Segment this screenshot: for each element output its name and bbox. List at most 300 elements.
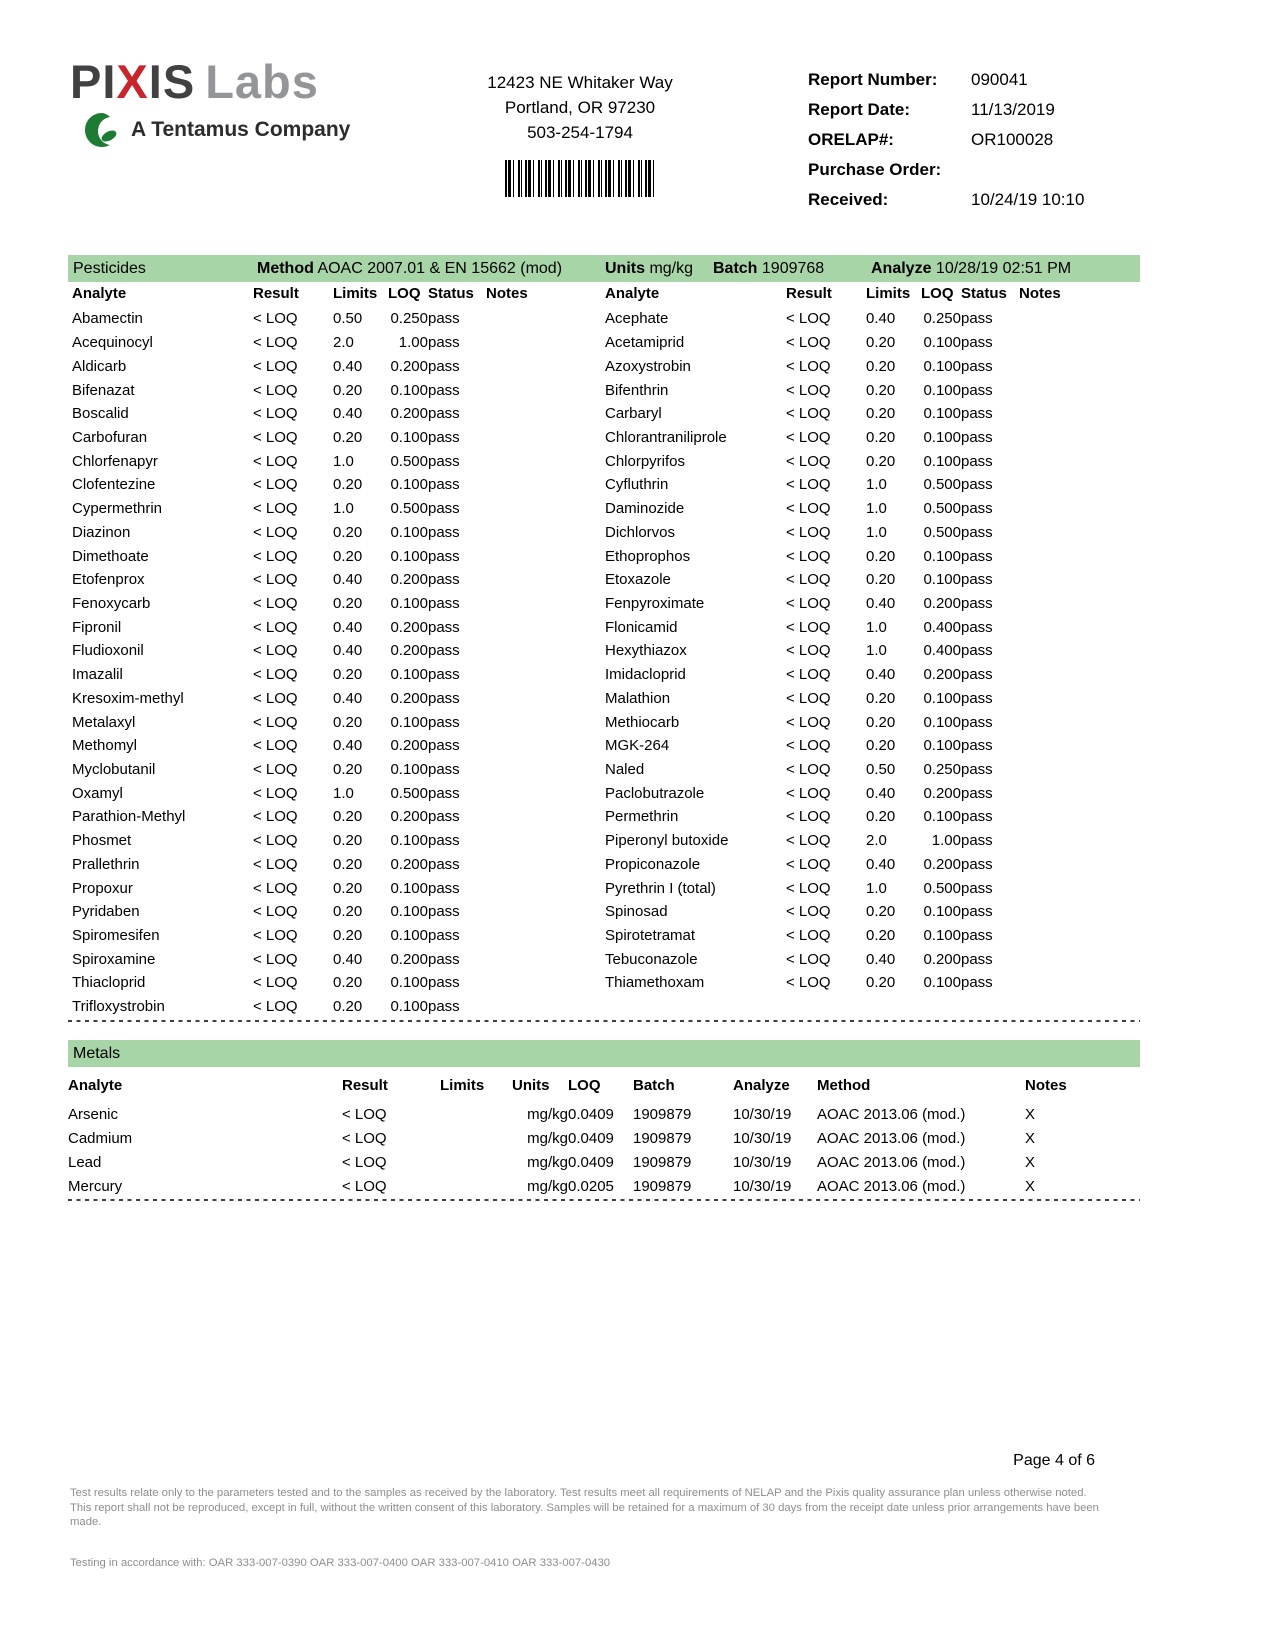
- limits-cell: 1.0: [333, 452, 354, 470]
- metals-section-title: Metals: [73, 1045, 121, 1062]
- analyte-row-spinosad: [601, 900, 1106, 924]
- limits-cell: 0.20: [333, 998, 363, 1016]
- notes-cell: [486, 497, 573, 521]
- status-cell: pass: [961, 334, 993, 352]
- loq-cell: 0.500: [390, 452, 428, 470]
- limits-cell: [440, 1126, 512, 1150]
- result-cell: < LOQ: [342, 1177, 387, 1195]
- analyte-cell: Fipronil: [72, 618, 122, 636]
- status-cell: pass: [428, 357, 460, 375]
- notes-cell: [1019, 710, 1106, 734]
- notes-cell: X: [1025, 1153, 1036, 1171]
- loq-cell: 0.500: [923, 476, 961, 494]
- status-cell: pass: [428, 903, 460, 921]
- limits-cell: 0.20: [333, 547, 363, 565]
- analyte-cell: Parathion-Methyl: [72, 808, 186, 826]
- analyte-row-pyrethrin-i-total: [601, 876, 1106, 900]
- analyte-row-bifenthrin: [601, 378, 1106, 402]
- limits-cell: 0.40: [866, 784, 896, 802]
- result-cell: < LOQ: [253, 879, 298, 897]
- limits-cell: 0.20: [866, 571, 896, 589]
- analyte-cell: Imazalil: [72, 666, 123, 684]
- limits-cell: 0.20: [333, 381, 363, 399]
- result-cell: < LOQ: [786, 594, 831, 612]
- status-cell: pass: [428, 737, 460, 755]
- status-cell: pass: [428, 689, 460, 707]
- status-cell: pass: [961, 452, 993, 470]
- analyte-row-prallethrin: [68, 853, 573, 877]
- status-cell: pass: [428, 879, 460, 897]
- pesticides-section-banner: [68, 255, 1140, 282]
- col-header-units: Units: [512, 1076, 550, 1094]
- status-cell: pass: [428, 547, 460, 565]
- status-cell: pass: [428, 927, 460, 945]
- analyte-row-etoxazole: [601, 568, 1106, 592]
- notes-cell: [486, 663, 573, 687]
- analyte-cell: Abamectin: [72, 310, 143, 328]
- meta-value: OR100028: [971, 130, 1054, 149]
- status-cell: pass: [428, 310, 460, 328]
- loq-cell: 0.100: [923, 405, 961, 423]
- result-cell: < LOQ: [253, 642, 298, 660]
- analyte-row-permethrin: [601, 805, 1106, 829]
- loq-cell: 0.100: [390, 879, 428, 897]
- result-cell: < LOQ: [253, 381, 298, 399]
- limits-cell: 1.0: [866, 618, 887, 636]
- analyte-row-piperonyl-butoxide: [601, 829, 1106, 853]
- method-cell: AOAC 2013.06 (mod.): [817, 1129, 966, 1147]
- status-cell: pass: [428, 428, 460, 446]
- limits-cell: 0.20: [333, 855, 363, 873]
- loq-cell: 0.100: [390, 428, 428, 446]
- loq-cell: 0.100: [390, 832, 428, 850]
- limits-cell: [440, 1150, 512, 1174]
- notes-cell: [1019, 758, 1106, 782]
- banner-analyze-value: 10/28/19 02:51 PM: [935, 260, 1072, 277]
- meta-row-report-date: [808, 100, 1084, 130]
- result-cell: < LOQ: [253, 523, 298, 541]
- logo-text-x: X: [116, 55, 149, 108]
- loq-cell: 0.100: [923, 452, 961, 470]
- result-cell: < LOQ: [786, 571, 831, 589]
- result-cell: < LOQ: [253, 855, 298, 873]
- notes-cell: [1019, 900, 1106, 924]
- analyte-row-imazalil: [68, 663, 573, 687]
- metals-section-banner: [68, 1040, 1140, 1067]
- status-cell: pass: [961, 642, 993, 660]
- analyte-cell: Acephate: [605, 310, 669, 328]
- loq-cell: 0.0409: [568, 1105, 614, 1123]
- analyte-cell: Ethoprophos: [605, 547, 691, 565]
- loq-cell: 0.100: [923, 974, 961, 992]
- analyte-cell: Mercury: [68, 1177, 123, 1195]
- result-cell: < LOQ: [786, 689, 831, 707]
- analyte-cell: Naled: [605, 761, 645, 779]
- status-cell: pass: [428, 452, 460, 470]
- analyte-cell: Oxamyl: [72, 784, 123, 802]
- notes-cell: [1019, 544, 1106, 568]
- logo-text-labs: Labs: [205, 55, 319, 108]
- limits-cell: 0.20: [333, 523, 363, 541]
- notes-cell: [486, 402, 573, 426]
- col-header-notes: Notes: [486, 285, 528, 302]
- loq-cell: 0.250: [923, 761, 961, 779]
- status-cell: pass: [961, 310, 993, 328]
- notes-cell: [486, 710, 573, 734]
- notes-cell: [486, 971, 573, 995]
- result-cell: < LOQ: [253, 594, 298, 612]
- result-cell: < LOQ: [342, 1105, 387, 1123]
- col-header-loq: LOQ: [568, 1076, 601, 1094]
- units-cell: mg/kg: [527, 1105, 568, 1123]
- loq-cell: 0.200: [923, 855, 961, 873]
- analyte-row-carbofuran: [68, 426, 573, 450]
- status-cell: pass: [961, 713, 993, 731]
- col-header-status: Status: [428, 285, 474, 302]
- result-cell: < LOQ: [253, 571, 298, 589]
- limits-cell: 0.20: [866, 689, 896, 707]
- result-cell: < LOQ: [786, 761, 831, 779]
- banner-batch-label: Batch: [713, 260, 758, 277]
- analyte-row-paclobutrazole: [601, 781, 1106, 805]
- tentamus-leaf-icon: [82, 110, 122, 150]
- analyte-cell: Fenoxycarb: [72, 594, 151, 612]
- limits-cell: 0.40: [866, 855, 896, 873]
- limits-cell: 0.20: [866, 357, 896, 375]
- notes-cell: [486, 758, 573, 782]
- notes-cell: [486, 568, 573, 592]
- status-cell: pass: [428, 950, 460, 968]
- address-line: 503-254-1794: [527, 123, 633, 142]
- result-cell: < LOQ: [253, 903, 298, 921]
- barcode-image: [505, 160, 655, 197]
- loq-cell: 0.200: [923, 784, 961, 802]
- limits-cell: 0.20: [866, 547, 896, 565]
- notes-cell: [1019, 426, 1106, 450]
- limits-cell: 0.40: [333, 618, 363, 636]
- result-cell: < LOQ: [253, 713, 298, 731]
- limits-cell: 0.50: [333, 310, 363, 328]
- limits-cell: 0.20: [333, 974, 363, 992]
- loq-cell: 0.200: [390, 689, 428, 707]
- notes-cell: [1019, 378, 1106, 402]
- result-cell: < LOQ: [786, 713, 831, 731]
- analyte-row-abamectin: [68, 307, 573, 331]
- result-cell: < LOQ: [786, 452, 831, 470]
- col-header-analyte: Analyte: [68, 1076, 123, 1094]
- analyte-cell: Thiamethoxam: [605, 974, 705, 992]
- notes-cell: [486, 947, 573, 971]
- notes-cell: [1019, 971, 1106, 995]
- analyte-cell: Phosmet: [72, 832, 132, 850]
- result-cell: < LOQ: [786, 737, 831, 755]
- status-cell: pass: [961, 808, 993, 826]
- analyte-row-fludioxonil: [68, 639, 573, 663]
- notes-cell: [486, 378, 573, 402]
- notes-cell: [486, 876, 573, 900]
- limits-cell: 0.40: [333, 571, 363, 589]
- loq-cell: 0.100: [390, 998, 428, 1016]
- status-cell: pass: [961, 903, 993, 921]
- notes-cell: [1019, 520, 1106, 544]
- result-cell: < LOQ: [253, 927, 298, 945]
- loq-cell: 0.200: [390, 405, 428, 423]
- limits-cell: 1.0: [866, 879, 887, 897]
- analyte-cell: Boscalid: [72, 405, 129, 423]
- result-cell: < LOQ: [253, 950, 298, 968]
- result-cell: < LOQ: [253, 737, 298, 755]
- result-cell: < LOQ: [786, 642, 831, 660]
- notes-cell: [1019, 781, 1106, 805]
- loq-cell: 0.200: [390, 357, 428, 375]
- loq-cell: 0.100: [390, 594, 428, 612]
- loq-cell: 0.200: [390, 855, 428, 873]
- loq-cell: 0.100: [390, 476, 428, 494]
- loq-cell: 0.200: [923, 594, 961, 612]
- notes-cell: [486, 853, 573, 877]
- limits-cell: [440, 1102, 512, 1126]
- result-cell: < LOQ: [786, 950, 831, 968]
- limits-cell: 2.0: [333, 334, 354, 352]
- banner-batch: [713, 255, 824, 282]
- status-cell: pass: [428, 761, 460, 779]
- testing-accordance-text: Testing in accordance with: OAR 333-007-0390 OAR 333-007-0400 OAR 333-007-0410 OAR 333-007-0430: [70, 1557, 611, 1569]
- status-cell: pass: [961, 500, 993, 518]
- loq-cell: 0.200: [390, 618, 428, 636]
- analyte-row-fenoxycarb: [68, 592, 573, 616]
- analyte-cell: Tebuconazole: [605, 950, 698, 968]
- limits-cell: 0.20: [333, 761, 363, 779]
- analyte-row-bifenazat: [68, 378, 573, 402]
- limits-cell: 0.40: [866, 666, 896, 684]
- analyte-cell: Methiocarb: [605, 713, 680, 731]
- analyte-cell: Pyrethrin I (total): [605, 879, 716, 897]
- metals-table: [68, 1068, 1140, 1198]
- meta-row-report-number: [808, 70, 1084, 100]
- analyte-cell: Chlorpyrifos: [605, 452, 686, 470]
- result-cell: < LOQ: [253, 405, 298, 423]
- meta-value: 11/13/2019: [971, 100, 1055, 119]
- loq-cell: 0.500: [390, 784, 428, 802]
- analyte-row-chlorfenapyr: [68, 449, 573, 473]
- col-header-limits: Limits: [866, 285, 911, 302]
- result-cell: < LOQ: [786, 405, 831, 423]
- analyze-cell: 10/30/19: [733, 1105, 792, 1123]
- tagline-text: A Tentamus Company: [131, 118, 351, 141]
- notes-cell: [1019, 663, 1106, 687]
- analyte-cell: Cyfluthrin: [605, 476, 669, 494]
- status-cell: pass: [961, 855, 993, 873]
- status-cell: pass: [428, 500, 460, 518]
- notes-cell: [1019, 449, 1106, 473]
- logo-wordmark: [70, 55, 350, 108]
- status-cell: pass: [961, 974, 993, 992]
- status-cell: pass: [428, 855, 460, 873]
- analyte-row-lead: [68, 1150, 1140, 1174]
- analyte-cell: Spiromesifen: [72, 927, 160, 945]
- dashed-divider: [68, 1199, 1140, 1201]
- limits-cell: 0.40: [866, 310, 896, 328]
- pixis-labs-logo: [70, 55, 351, 150]
- notes-cell: X: [1025, 1129, 1036, 1147]
- notes-cell: [1019, 402, 1106, 426]
- notes-cell: [486, 544, 573, 568]
- metals-header-row: [68, 1068, 1140, 1102]
- analyte-row-tebuconazole: [601, 947, 1106, 971]
- notes-cell: [486, 426, 573, 450]
- analyte-row-phosmet: [68, 829, 573, 853]
- result-cell: < LOQ: [253, 334, 298, 352]
- notes-cell: [486, 592, 573, 616]
- status-cell: pass: [961, 666, 993, 684]
- analyze-cell: 10/30/19: [733, 1129, 792, 1147]
- analyte-cell: Permethrin: [605, 808, 679, 826]
- analyte-row-acephate: [601, 307, 1106, 331]
- analyte-row-thiacloprid: [68, 971, 573, 995]
- result-cell: < LOQ: [253, 547, 298, 565]
- col-header-notes: Notes: [1019, 285, 1061, 302]
- status-cell: pass: [961, 927, 993, 945]
- status-cell: pass: [961, 832, 993, 850]
- result-cell: < LOQ: [253, 998, 298, 1016]
- analyte-cell: Hexythiazox: [605, 642, 687, 660]
- result-cell: < LOQ: [253, 452, 298, 470]
- analyte-row-naled: [601, 758, 1106, 782]
- loq-cell: 0.200: [923, 666, 961, 684]
- result-cell: < LOQ: [253, 666, 298, 684]
- analyte-row-etofenprox: [68, 568, 573, 592]
- analyte-row-methiocarb: [601, 710, 1106, 734]
- notes-cell: [486, 520, 573, 544]
- limits-cell: 1.0: [866, 476, 887, 494]
- analyte-cell: Spirotetramat: [605, 927, 696, 945]
- page-number: Page 4 of 6: [1013, 1452, 1095, 1469]
- notes-cell: [486, 449, 573, 473]
- loq-cell: 0.500: [923, 523, 961, 541]
- analyte-row-propiconazole: [601, 853, 1106, 877]
- status-cell: pass: [428, 808, 460, 826]
- analyte-cell: Kresoxim-methyl: [72, 689, 184, 707]
- notes-cell: X: [1025, 1177, 1036, 1195]
- banner-units-label: Units: [605, 260, 645, 277]
- loq-cell: 0.100: [923, 571, 961, 589]
- analyte-cell: Dichlorvos: [605, 523, 676, 541]
- meta-row-purchase-order: [808, 160, 1084, 190]
- result-cell: < LOQ: [253, 500, 298, 518]
- analyte-cell: Dimethoate: [72, 547, 149, 565]
- limits-cell: 0.20: [333, 903, 363, 921]
- loq-cell: 0.100: [390, 713, 428, 731]
- lab-address-block: [430, 70, 730, 197]
- status-cell: pass: [961, 689, 993, 707]
- limits-cell: 0.40: [333, 357, 363, 375]
- analyte-row-propoxur: [68, 876, 573, 900]
- analyte-cell: Flonicamid: [605, 618, 678, 636]
- analyte-row-spiromesifen: [68, 924, 573, 948]
- result-cell: < LOQ: [786, 927, 831, 945]
- meta-value: 090041: [971, 70, 1028, 89]
- result-cell: < LOQ: [786, 784, 831, 802]
- analyte-cell: Chlorfenapyr: [72, 452, 158, 470]
- limits-cell: 0.20: [866, 713, 896, 731]
- notes-cell: [486, 900, 573, 924]
- limits-cell: 0.20: [333, 927, 363, 945]
- banner-batch-value: 1909768: [761, 260, 825, 277]
- status-cell: pass: [961, 571, 993, 589]
- banner-analyze: [871, 255, 1071, 282]
- loq-cell: 0.200: [390, 808, 428, 826]
- batch-cell: 1909879: [633, 1177, 692, 1195]
- loq-cell: 0.0409: [568, 1129, 614, 1147]
- limits-cell: 0.20: [866, 428, 896, 446]
- notes-cell: [1019, 497, 1106, 521]
- status-cell: pass: [961, 381, 993, 399]
- col-header-result: Result: [253, 285, 299, 302]
- analyte-row-mercury: [68, 1174, 1140, 1198]
- analyte-row-ethoprophos: [601, 544, 1106, 568]
- method-cell: AOAC 2013.06 (mod.): [817, 1177, 966, 1195]
- loq-cell: 0.200: [923, 950, 961, 968]
- analyte-cell: Cypermethrin: [72, 500, 163, 518]
- limits-cell: 0.20: [333, 879, 363, 897]
- loq-cell: 0.100: [923, 689, 961, 707]
- loq-cell: 0.100: [390, 547, 428, 565]
- meta-label: Report Number:: [808, 70, 938, 89]
- status-cell: pass: [428, 832, 460, 850]
- analyte-cell: Prallethrin: [72, 855, 140, 873]
- loq-cell: 0.500: [923, 500, 961, 518]
- result-cell: < LOQ: [786, 523, 831, 541]
- banner-units-value: mg/kg: [649, 260, 694, 277]
- status-cell: pass: [961, 357, 993, 375]
- analyte-cell: Pyridaben: [72, 903, 140, 921]
- limits-cell: 0.20: [866, 452, 896, 470]
- result-cell: < LOQ: [253, 784, 298, 802]
- analyte-cell: Acequinocyl: [72, 334, 153, 352]
- notes-cell: [1019, 639, 1106, 663]
- result-cell: < LOQ: [342, 1129, 387, 1147]
- notes-cell: [486, 354, 573, 378]
- limits-cell: 0.40: [866, 594, 896, 612]
- col-header-analyte: Analyte: [72, 285, 127, 302]
- status-cell: pass: [428, 594, 460, 612]
- notes-cell: [486, 473, 573, 497]
- notes-cell: [486, 307, 573, 331]
- batch-cell: 1909879: [633, 1129, 692, 1147]
- analyte-row-aldicarb: [68, 354, 573, 378]
- result-cell: < LOQ: [253, 689, 298, 707]
- limits-cell: 0.40: [333, 737, 363, 755]
- analyte-row-fenpyroximate: [601, 592, 1106, 616]
- analyte-row-acetamiprid: [601, 331, 1106, 355]
- analyte-row-acequinocyl: [68, 331, 573, 355]
- limits-cell: 0.40: [333, 642, 363, 660]
- notes-cell: [486, 924, 573, 948]
- batch-cell: 1909879: [633, 1105, 692, 1123]
- pesticides-table-left: [68, 280, 573, 1019]
- pesticides-header-row: [601, 280, 1106, 307]
- status-cell: pass: [428, 571, 460, 589]
- notes-cell: [1019, 568, 1106, 592]
- loq-cell: 0.0205: [568, 1177, 614, 1195]
- loq-cell: 0.100: [923, 428, 961, 446]
- analyte-row-kresoxim-methyl: [68, 687, 573, 711]
- result-cell: < LOQ: [786, 808, 831, 826]
- loq-cell: 0.500: [923, 879, 961, 897]
- notes-cell: [1019, 473, 1106, 497]
- analyte-cell: Chlorantraniliprole: [605, 428, 727, 446]
- analyte-row-mgk-264: [601, 734, 1106, 758]
